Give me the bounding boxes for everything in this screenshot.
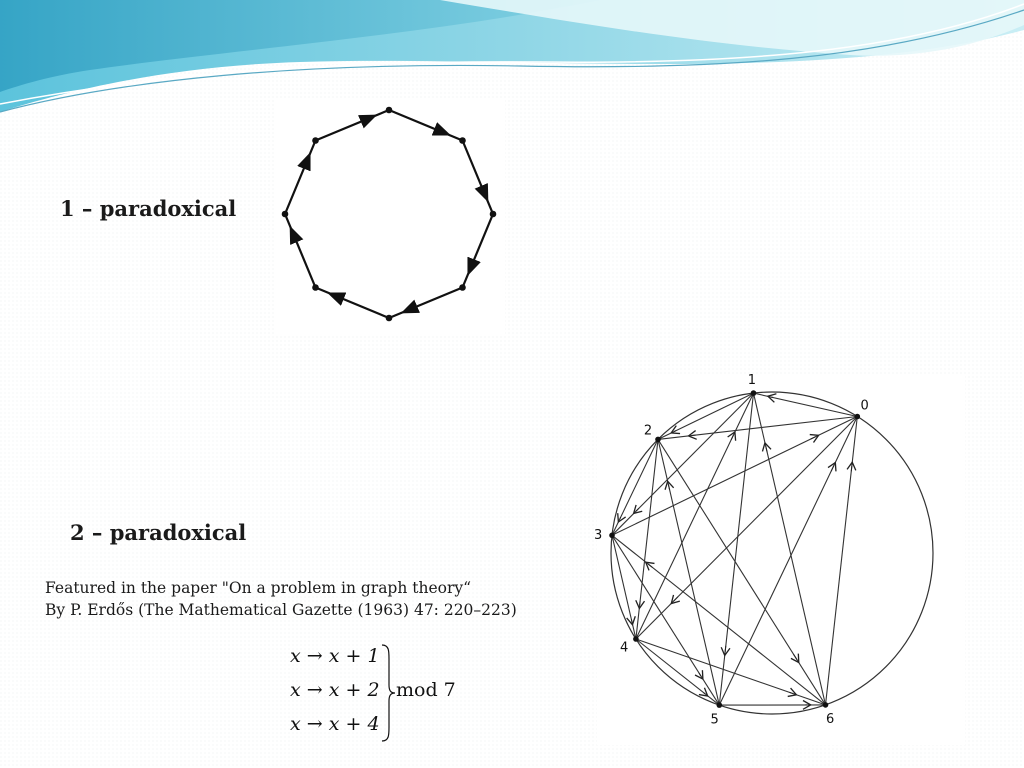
octagon-edge-arrow <box>307 160 308 162</box>
formula-line-1-arrow: → <box>306 645 323 667</box>
tournament-edge-arrow <box>674 597 678 602</box>
octagon-edge <box>463 214 494 288</box>
formula-line-2 <box>290 679 380 701</box>
node-label-0: 0 <box>860 398 869 414</box>
formula-line-3 <box>290 713 380 735</box>
tournament-edge-arrow <box>725 646 726 652</box>
tournament-node <box>823 702 829 708</box>
octagon-edge-arrow <box>409 309 410 310</box>
tournament-edge-arrow <box>668 485 669 490</box>
tournament-edge <box>658 439 719 705</box>
tournament-edge <box>719 393 753 705</box>
formula-block <box>290 643 480 743</box>
tournament-edge <box>612 393 754 535</box>
octagon-edge <box>389 288 463 319</box>
tournament-edge <box>636 439 658 639</box>
formula-line-3-rhs: x + 4 <box>328 713 380 735</box>
tournament-edge-arrow <box>731 435 733 440</box>
tournament-edge-arrow <box>636 508 639 511</box>
tournament-edge <box>754 393 858 416</box>
formula-line-3-lhs: x <box>290 713 301 735</box>
formula-line-2-lhs: x <box>290 679 301 701</box>
tournament-edge-arrow <box>831 466 834 472</box>
header-wave-decoration <box>0 0 1024 130</box>
octagon-node <box>386 315 393 322</box>
octagon-edge <box>389 110 463 141</box>
tournament-edge <box>612 535 719 705</box>
octagon-edge <box>316 110 390 141</box>
node-label-1: 1 <box>747 373 757 389</box>
octagon-directed-cycle <box>275 100 505 335</box>
tournament-node <box>609 533 615 539</box>
tournament-edge <box>636 417 857 640</box>
formula-line-1-lhs: x <box>290 645 301 667</box>
octagon-edge <box>285 214 316 288</box>
tournament-edge <box>658 439 826 705</box>
octagon-edge-arrow <box>335 296 337 297</box>
tournament-edge-arrow <box>699 673 701 676</box>
octagon-node <box>312 137 319 144</box>
tournament-node <box>717 702 723 708</box>
tournament-edge <box>826 417 858 705</box>
tournament-edge <box>658 417 857 440</box>
tournament-node <box>633 636 639 642</box>
formula-line-1-rhs: x + 1 <box>328 645 380 667</box>
tournament-z7-graph <box>593 373 965 745</box>
label-2-paradoxical: 2 – paradoxical <box>70 520 247 545</box>
formula-line-1 <box>290 645 380 667</box>
octagon-graph-panel <box>275 100 505 335</box>
formula-line-2-rhs: x + 2 <box>328 679 380 701</box>
octagon-node <box>386 107 393 114</box>
citation-line-1: Featured in the paper "On a problem in graph theory“ <box>45 579 472 597</box>
tournament-edge-arrow <box>648 564 652 567</box>
tournament-edge-arrow <box>704 693 706 694</box>
octagon-edge-arrow <box>441 132 443 133</box>
node-label-6: 6 <box>825 712 835 728</box>
octagon-node <box>282 211 289 218</box>
label-1-paradoxical: 1 – paradoxical <box>60 196 237 221</box>
tournament-node <box>855 414 861 420</box>
tournament-edge-arrow <box>771 397 773 398</box>
tournament-edge-arrow <box>692 435 696 436</box>
tournament-edge-arrow <box>851 466 852 472</box>
tournament-node <box>655 437 661 443</box>
tournament-edge <box>754 393 826 705</box>
octagon-edge-arrow <box>471 266 472 268</box>
octagon-node <box>490 211 497 218</box>
tournament-node <box>751 390 757 396</box>
tournament-edge-arrow <box>811 437 816 439</box>
formula-line-2-arrow: → <box>306 679 323 701</box>
citation-line-2: By P. Erdős (The Mathematical Gazette (1963) 47: 220–223) <box>45 601 517 619</box>
node-label-4: 4 <box>619 640 629 656</box>
curly-brace <box>380 643 396 743</box>
tournament-edge <box>658 393 754 439</box>
octagon-edge <box>463 141 494 215</box>
node-label-5: 5 <box>710 712 719 728</box>
octagon-node <box>459 137 466 144</box>
tournament-edge-arrow <box>790 692 794 693</box>
formula-line-3-arrow: → <box>306 713 323 735</box>
node-label-2: 2 <box>643 423 653 439</box>
octagon-edge-arrow <box>293 234 294 235</box>
octagon-edge-arrow <box>368 118 369 119</box>
modulus-label: mod 7 <box>396 679 456 701</box>
tournament-edge <box>719 417 857 706</box>
octagon-node <box>312 284 319 291</box>
node-label-3: 3 <box>593 527 603 543</box>
octagon-edge-arrow <box>484 193 485 194</box>
tournament-graph-panel <box>593 373 965 745</box>
octagon-edge <box>316 288 390 319</box>
tournament-edge <box>612 439 658 535</box>
octagon-edge <box>285 141 316 215</box>
tournament-edge <box>636 393 754 639</box>
citation <box>45 577 517 621</box>
tournament-edge-arrow <box>794 654 797 659</box>
tournament-edge <box>612 535 826 705</box>
octagon-node <box>459 284 466 291</box>
